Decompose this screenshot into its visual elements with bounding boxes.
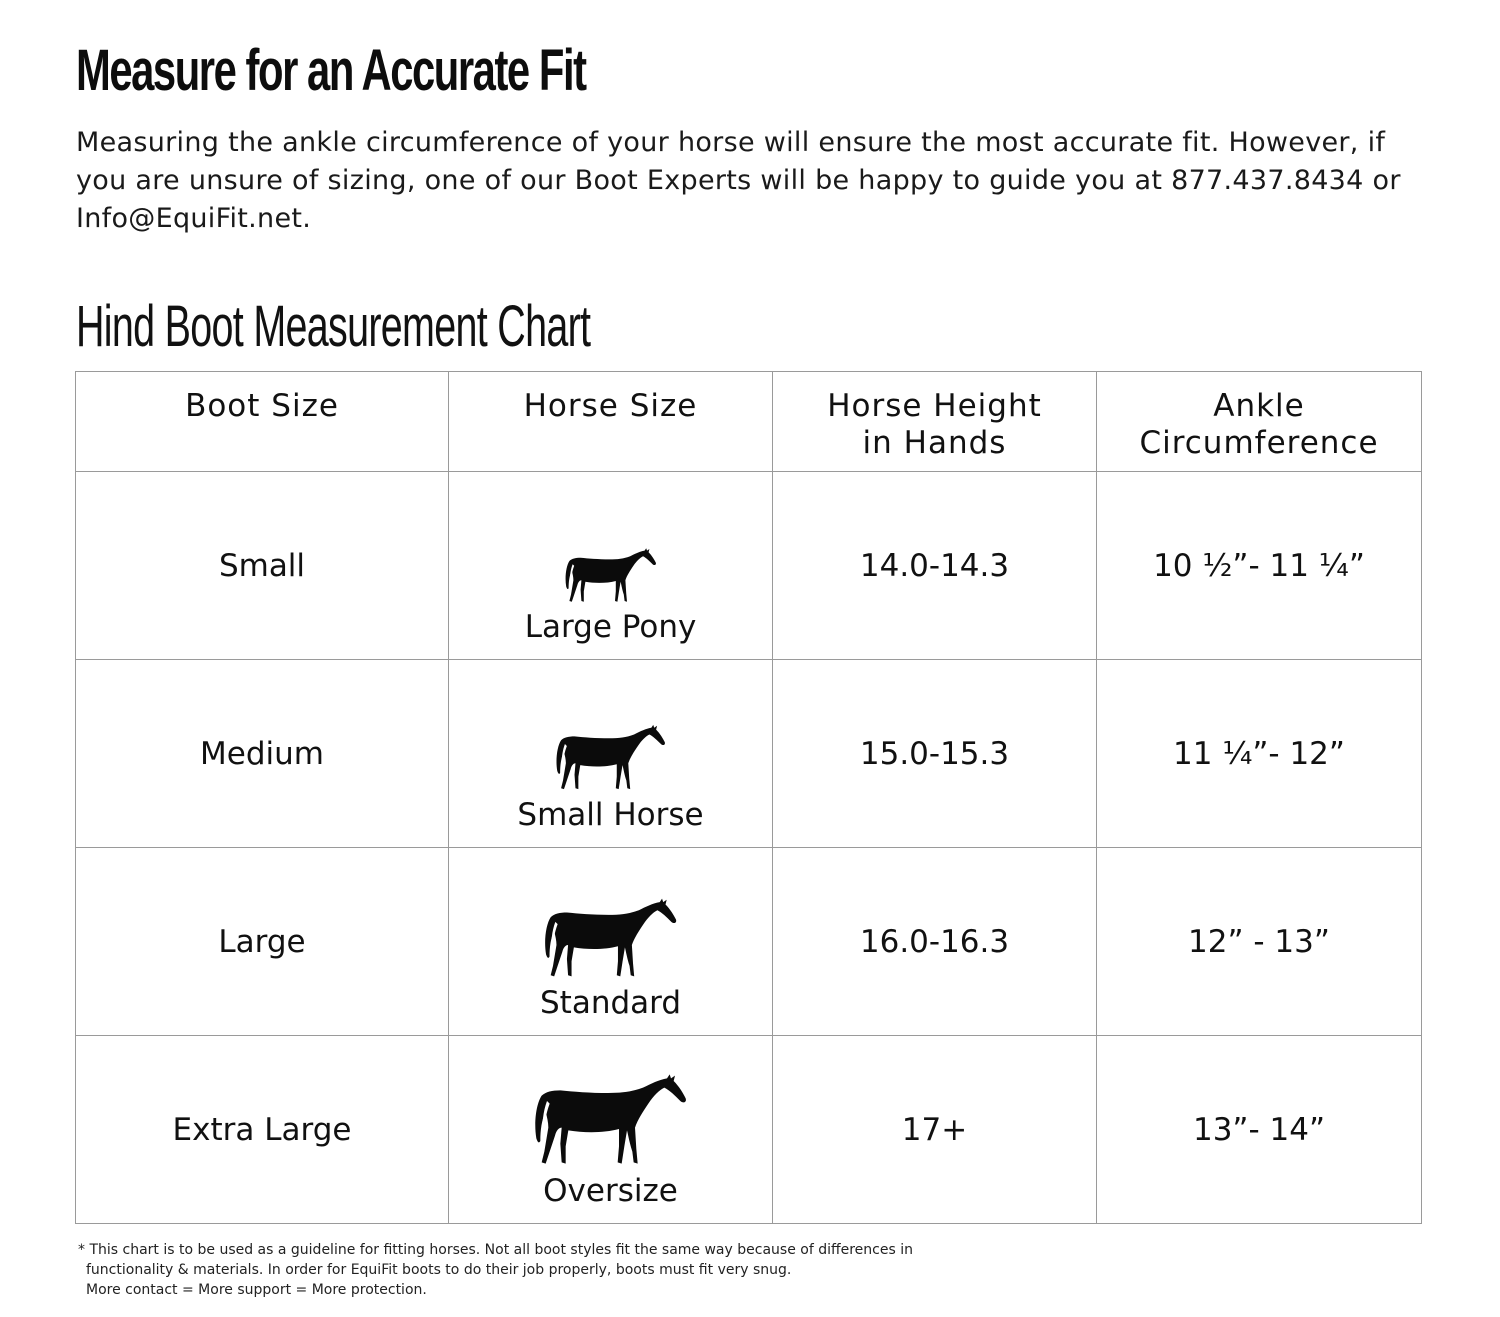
horse-icon [531,1069,691,1169]
header-horse-height-line2: in Hands [862,425,1007,461]
boot-size-value: Medium [200,735,324,772]
table-row [76,848,1422,1036]
horse-height-value: 17+ [901,1111,968,1148]
header-boot-size-label: Boot Size [185,388,339,424]
measurement-table [75,371,1422,1224]
header-horse-height-line1: Horse Height [827,388,1042,424]
boot-size-cell [76,1036,449,1224]
boot-size-value: Extra Large [172,1111,352,1148]
horse-height-cell [773,472,1097,660]
horse-size-value: Standard [539,985,682,1021]
ankle-circumference-value: 11 ¼”- 12” [1173,735,1345,772]
horse-size-value: Large Pony [524,609,697,645]
boot-size-cell [76,472,449,660]
horse-height-value: 16.0-16.3 [859,923,1010,960]
horse-icon [553,721,669,793]
footnote [78,1240,938,1300]
ankle-circumference-cell [1097,1036,1422,1224]
horse-icon [563,545,659,605]
header-horse-height [773,372,1097,472]
table-row [76,472,1422,660]
boot-size-cell [76,660,449,848]
horse-size-cell [449,472,773,660]
horse-height-value: 15.0-15.3 [859,735,1010,772]
horse-height-cell [773,660,1097,848]
footnote-line: More contact = More support = More protection. [86,1282,427,1298]
ankle-circumference-cell [1097,660,1422,848]
footnote-line: functionality & materials. In order for EquiFit boots to do their job properly, boots must fit very snug. [86,1262,792,1278]
ankle-circumference-cell [1097,848,1422,1036]
table-row [76,1036,1422,1224]
boot-size-value: Small [218,547,306,584]
header-ankle-circumference [1097,372,1422,472]
horse-size-value: Oversize [543,1173,678,1209]
header-ankle-line1: Ankle [1213,388,1305,424]
horse-size-value: Small Horse [517,797,704,833]
horse-size-cell [449,660,773,848]
header-horse-size [449,372,773,472]
ankle-circumference-cell [1097,472,1422,660]
horse-height-value: 14.0-14.3 [859,547,1010,584]
table-header-row [76,372,1422,472]
intro-paragraph: Measuring the ankle circumference of your horse will ensure the most accurate fit. However, if you are unsure of sizing, one of our Boot Experts will be happy to guide you at 877.437.8434 or Info@EquiFit.net. [76,127,1401,234]
table-row [76,660,1422,848]
ankle-circumference-value: 13”- 14” [1192,1111,1326,1148]
footnote-line: * This chart is to be used as a guideline for fitting horses. Not all boot styles fit the same way because of differences in [78,1242,913,1258]
ankle-circumference-value: 10 ½”- 11 ¼” [1153,547,1365,584]
horse-height-cell [773,848,1097,1036]
horse-size-cell [449,1036,773,1224]
page-title: Measure for an Accurate Fit [76,38,586,103]
boot-size-cell [76,848,449,1036]
header-boot-size [76,372,449,472]
horse-icon [541,894,681,981]
chart-title: Hind Boot Measurement Chart [76,294,591,359]
boot-size-value: Large [218,923,306,960]
header-horse-size-label: Horse Size [523,388,698,424]
horse-height-cell [773,1036,1097,1224]
header-ankle-line2: Circumference [1139,425,1379,461]
ankle-circumference-value: 12” - 13” [1188,923,1330,960]
horse-size-cell [449,848,773,1036]
